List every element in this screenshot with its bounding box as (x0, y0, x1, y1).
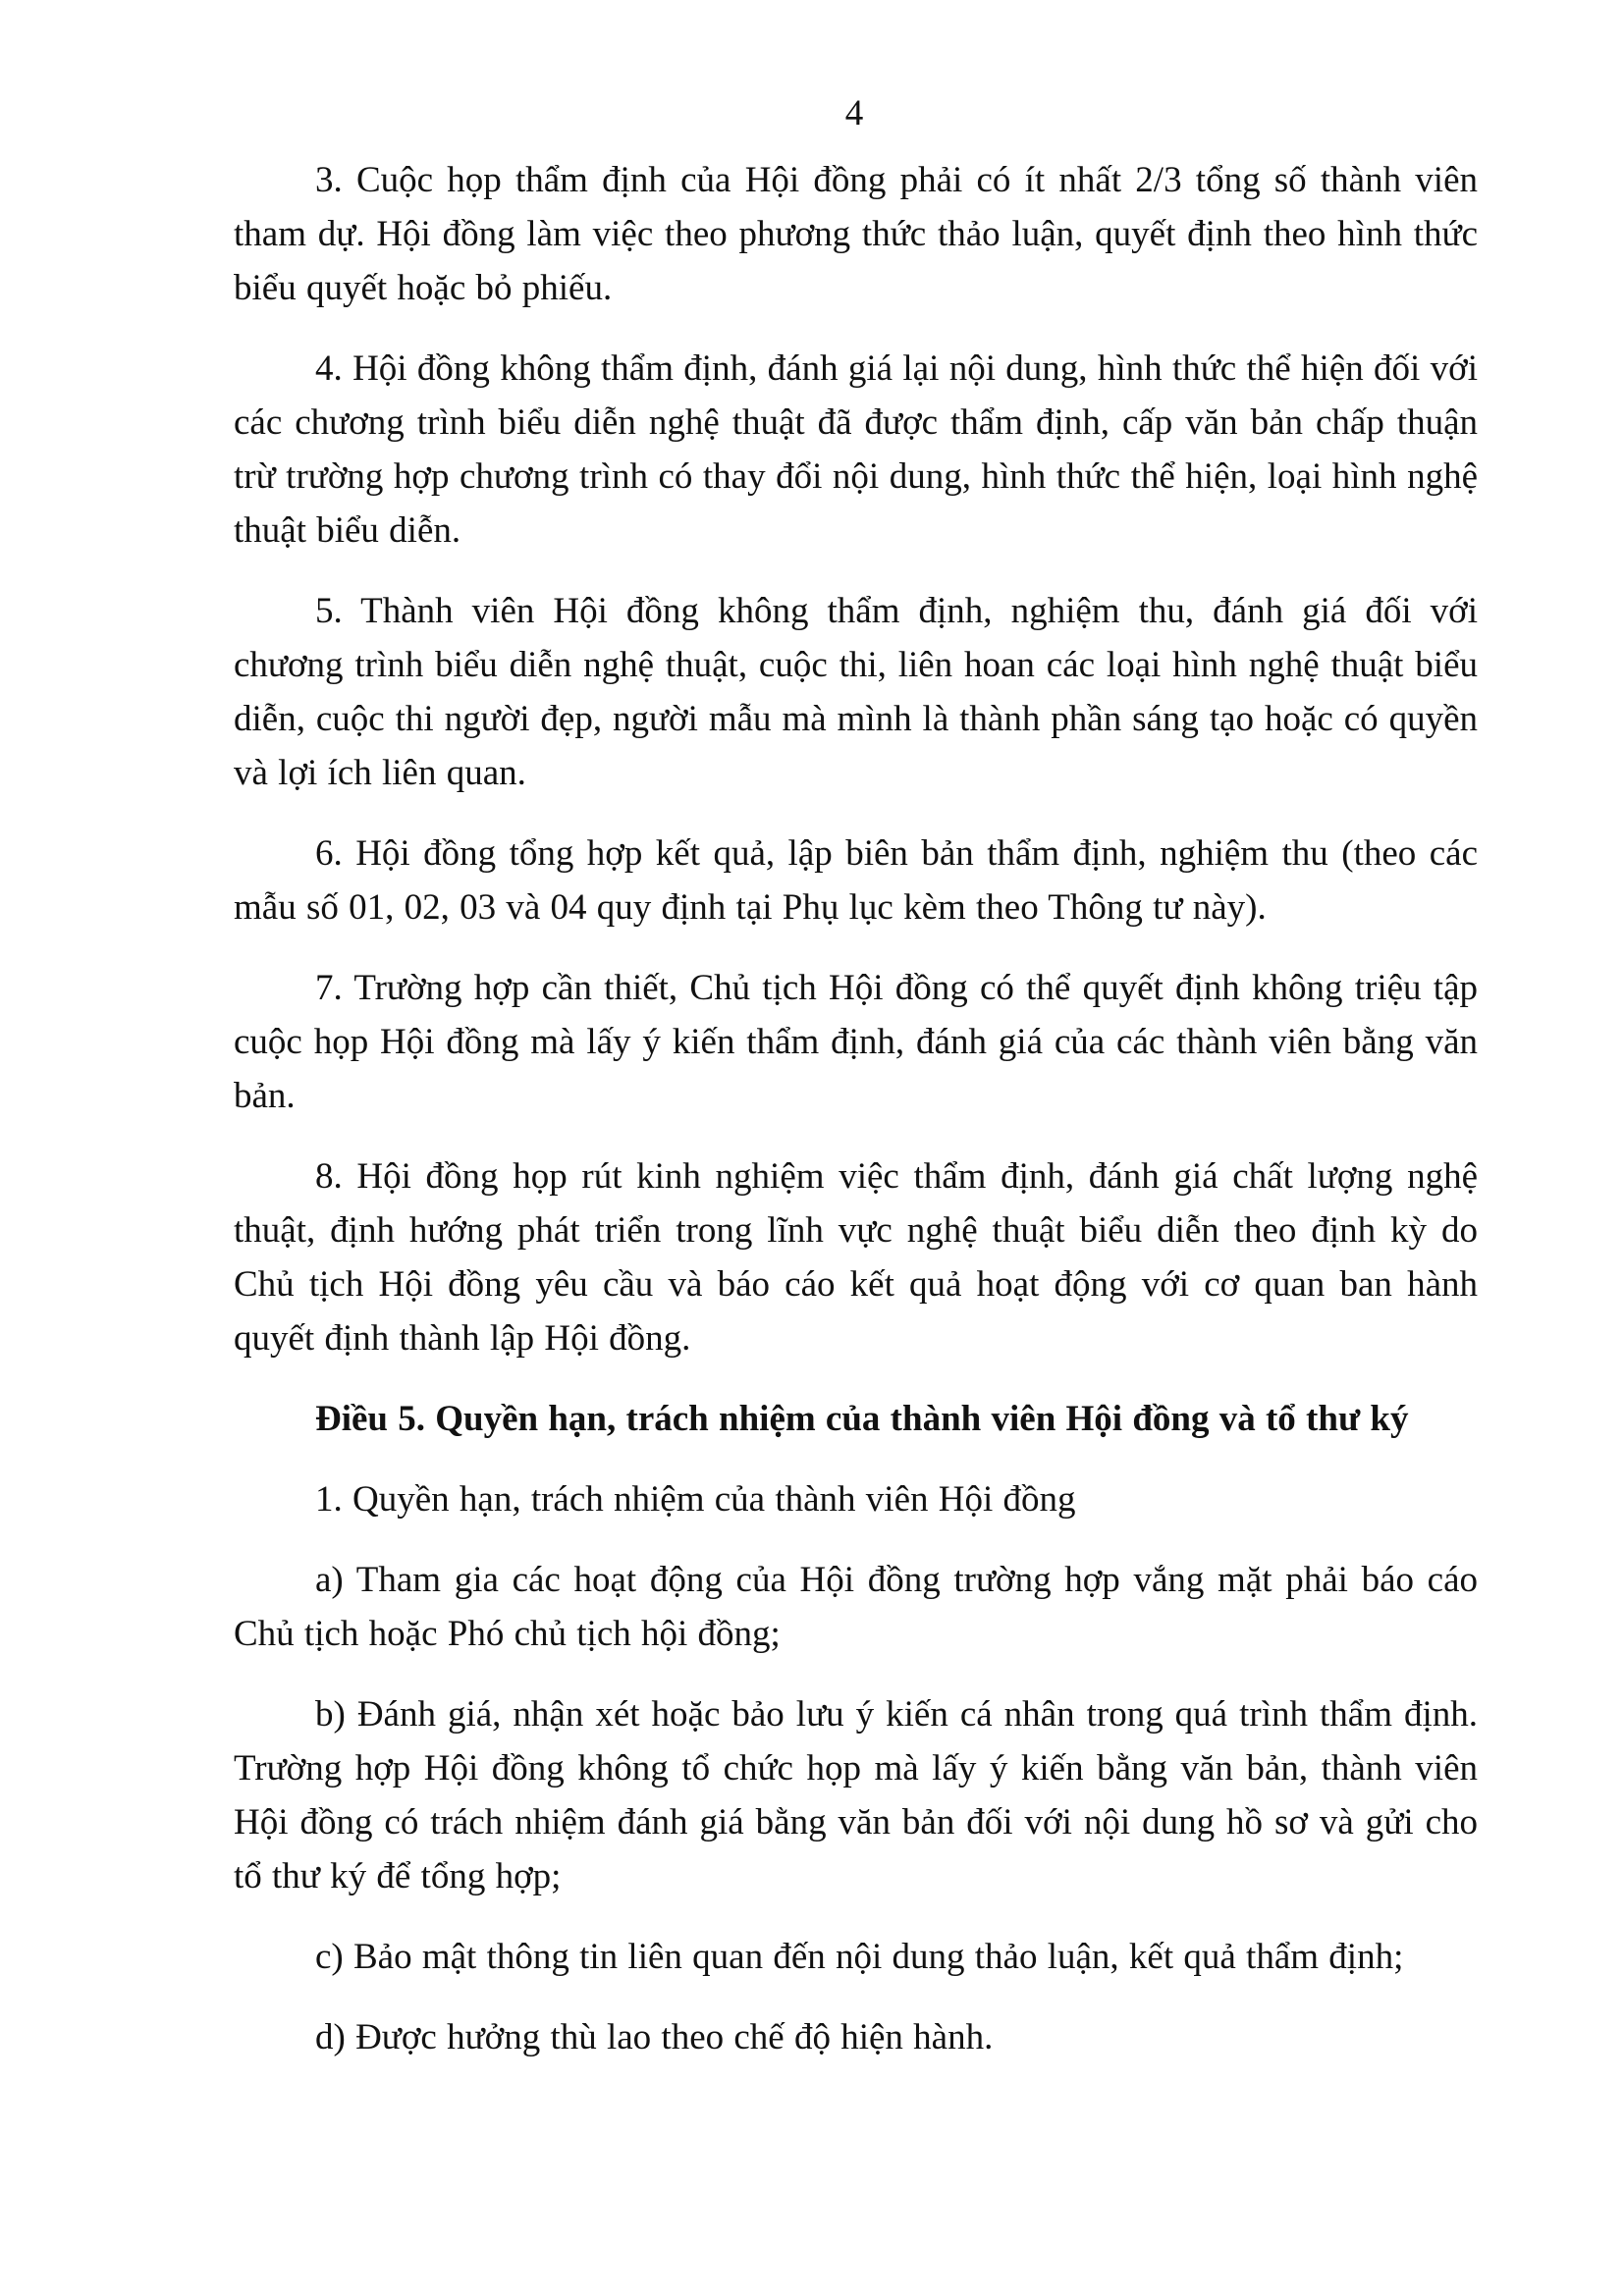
paragraph-clause-8: 8. Hội đồng họp rút kinh nghiệm việc thẩm định, đánh giá chất lượng nghệ thuật, định hướng phát triển trong lĩnh vực nghệ thuật biểu diễn theo định kỳ do Chủ tịch Hội đồng yêu cầu và báo cáo kết quả hoạt động với cơ quan ban hành quyết định thành lập Hội đồng. (234, 1156, 1478, 1359)
article-heading: Điều 5. Quyền hạn, trách nhiệm của thành viên Hội đồng và tổ thư ký (315, 1399, 1409, 1439)
paragraph-clause-3: 3. Cuộc họp thẩm định của Hội đồng phải có ít nhất 2/3 tổng số thành viên tham dự. Hội đồng làm việc theo phương thức thảo luận, quyết định theo hình thức biểu quyết hoặc bỏ phiếu. (234, 160, 1478, 308)
article-item-c: c) Bảo mật thông tin liên quan đến nội dung thảo luận, kết quả thẩm định; (315, 1937, 1404, 1977)
paragraph-clause-7: 7. Trường hợp cần thiết, Chủ tịch Hội đồng có thể quyết định không triệu tập cuộc họp Hội đồng mà lấy ý kiến thẩm định, đánh giá của các thành viên bằng văn bản. (234, 968, 1478, 1116)
article-item-d: d) Được hưởng thù lao theo chế độ hiện hành. (315, 2017, 994, 2057)
article-clause-1: 1. Quyền hạn, trách nhiệm của thành viên Hội đồng (315, 1479, 1076, 1520)
article-item-b: b) Đánh giá, nhận xét hoặc bảo lưu ý kiến cá nhân trong quá trình thẩm định. Trường hợp Hội đồng không tổ chức họp mà lấy ý kiến bằng văn bản, thành viên Hội đồng có trách nhiệm đánh giá bằng văn bản đối với nội dung hồ sơ và gửi cho tổ thư ký để tổng hợp; (234, 1694, 1478, 1896)
page-number: 4 (844, 93, 864, 133)
paragraph-clause-4: 4. Hội đồng không thẩm định, đánh giá lại nội dung, hình thức thể hiện đối với các chương trình biểu diễn nghệ thuật đã được thẩm định, cấp văn bản chấp thuận trừ trường hợp chương trình có thay đổi nội dung, hình thức thể hiện, loại hình nghệ thuật biểu diễn. (234, 348, 1478, 551)
document-body (234, 153, 1478, 2064)
article-item-a: a) Tham gia các hoạt động của Hội đồng trường hợp vắng mặt phải báo cáo Chủ tịch hoặc Phó chủ tịch hội đồng; (234, 1560, 1478, 1654)
paragraph-clause-6: 6. Hội đồng tổng hợp kết quả, lập biên bản thẩm định, nghiệm thu (theo các mẫu số 01, 02, 03 và 04 quy định tại Phụ lục kèm theo Thông tư này). (234, 833, 1478, 928)
paragraph-clause-5: 5. Thành viên Hội đồng không thẩm định, nghiệm thu, đánh giá đối với chương trình biểu diễn nghệ thuật, cuộc thi, liên hoan các loại hình nghệ thuật biểu diễn, cuộc thi người đẹp, người mẫu mà mình là thành phần sáng tạo hoặc có quyền và lợi ích liên quan. (234, 591, 1478, 793)
